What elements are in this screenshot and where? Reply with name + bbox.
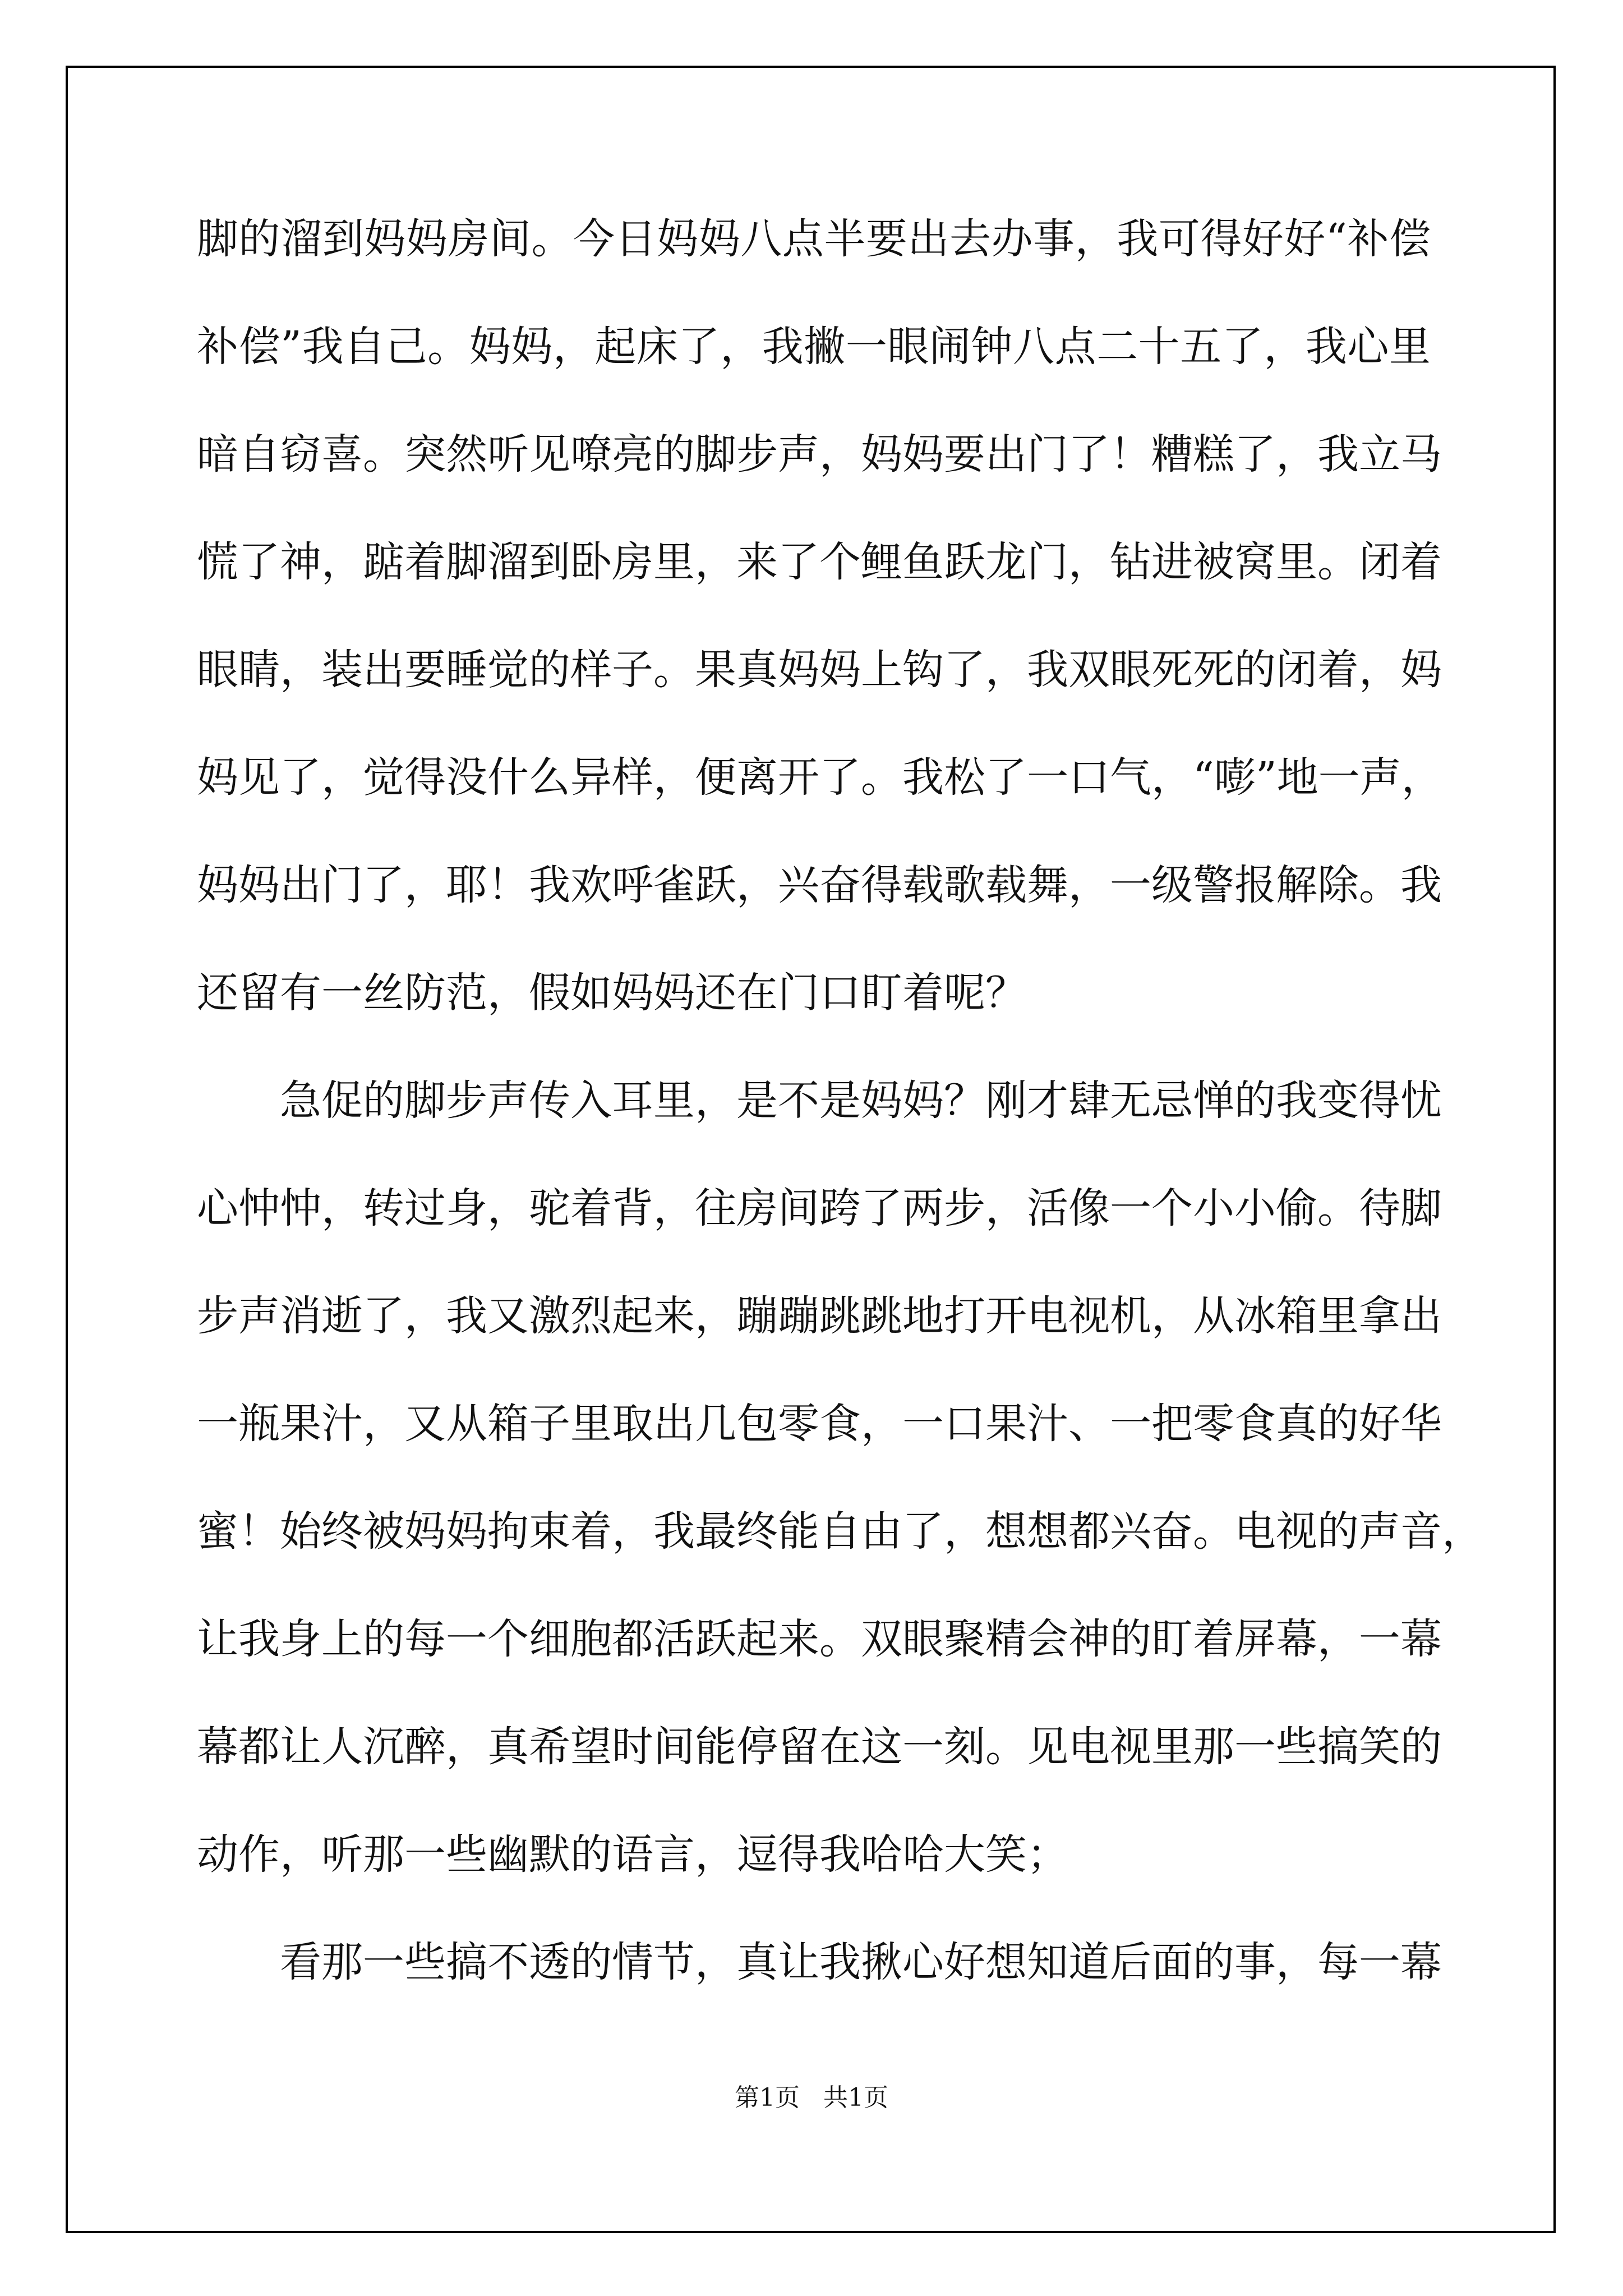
text-line: 还留有一丝防范，假如妈妈还在门口盯着呢？ [197,969,1027,1017]
text-line: 动作，听那一些幽默的语言，逗得我哈哈大笑； [197,1830,1068,1879]
text-line: 步声消逝了，我又激烈起来，蹦蹦跳跳地打开电视机，从冰箱里拿出 [197,1292,1442,1340]
text-line: 妈见了，觉得没什么异样，便离开了。我松了一口气，“嘭”地一声， [197,753,1443,802]
text-line: 补偿”我自己。妈妈，起床了，我撇一眼闹钟八点二十五了，我心里 [197,323,1431,371]
text-line: 心忡忡，转过身，驼着背，往房间跨了两步，活像一个小小偷。待脚 [197,1184,1442,1232]
body-text [197,212,1483,2043]
text-line: 一瓶果汁，又从箱子里取出几包零食，一口果汁、一把零食真的好华 [197,1400,1442,1448]
text-line: 急促的脚步声传入耳里，是不是妈妈？刚才肆无忌惮的我变得忧 [280,1076,1442,1125]
text-line: 眼睛，装出要睡觉的样子。果真妈妈上钩了，我双眼死死的闭着，妈 [197,646,1442,694]
text-line: 幕都让人沉醉，真希望时间能停留在这一刻。见电视里那一些搞笑的 [197,1723,1442,1771]
text-line: 蜜！始终被妈妈拘束着，我最终能自由了，想想都兴奋。电视的声音， [197,1507,1483,1556]
text-line: 让我身上的每一个细胞都活跃起来。双眼聚精会神的盯着屏幕，一幕 [197,1615,1442,1663]
text-line: 暗自窃喜。突然听见嘹亮的脚步声，妈妈要出门了！糟糕了，我立马 [197,430,1442,478]
text-line: 脚的溜到妈妈房间。今日妈妈八点半要出去办事，我可得好好“补偿 [197,215,1431,263]
text-line: 慌了神，踮着脚溜到卧房里，来了个鲤鱼跃龙门，钻进被窝里。闭着 [197,538,1442,586]
page-number-footer: 第1页 共1页 [735,2083,888,2112]
text-line: 妈妈出门了，耶！我欢呼雀跃，兴奋得载歌载舞，一级警报解除。我 [197,861,1442,909]
text-line: 看那一些搞不透的情节，真让我揪心好想知道后面的事，每一幕 [280,1938,1442,1986]
